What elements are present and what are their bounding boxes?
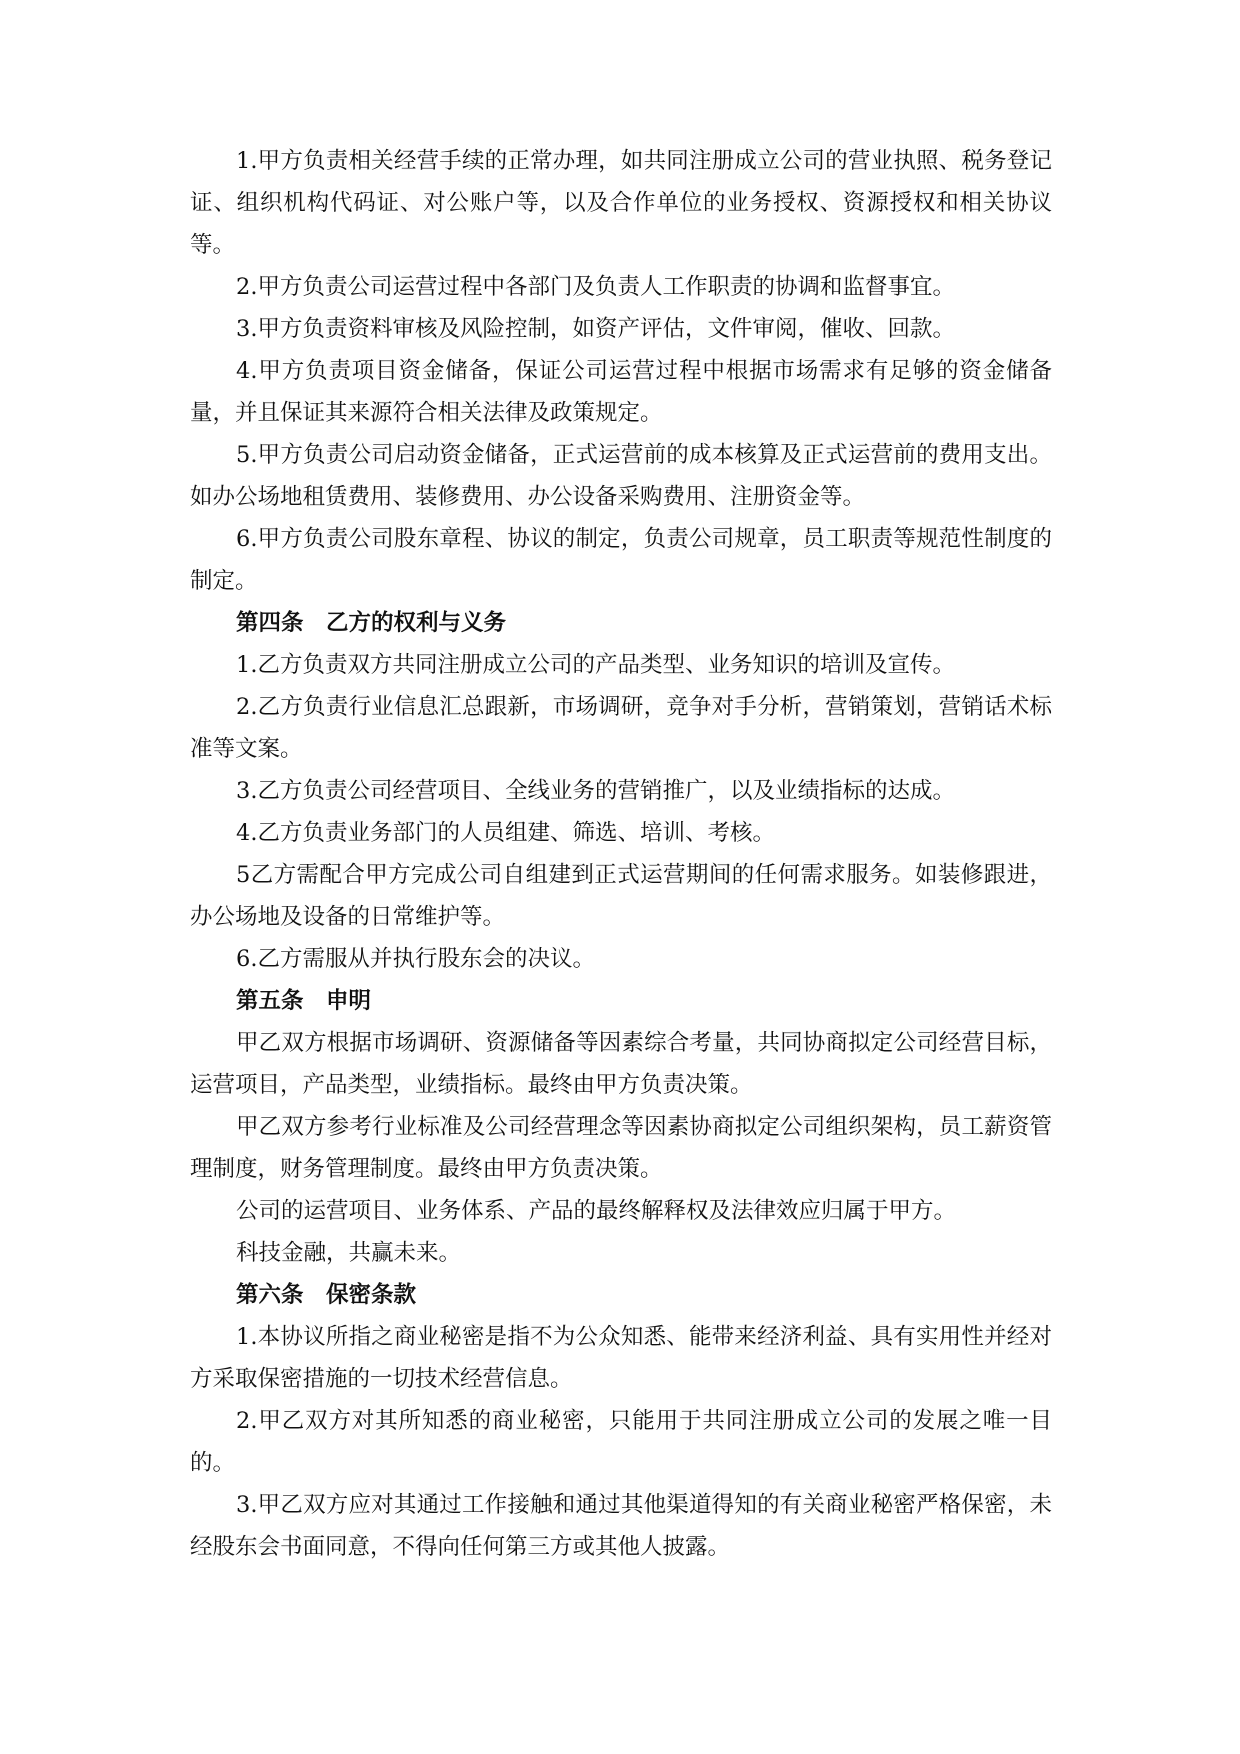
section-heading-article-6: 第六条 保密条款 [236, 1282, 417, 1308]
document-page [190, 140, 1052, 1568]
paragraph: 2.甲乙双方对其所知悉的商业秘密，只能用于共同注册成立公司的发展之唯一目的。 [190, 1408, 1052, 1476]
paragraph: 2.甲方负责公司运营过程中各部门及负责人工作职责的协调和监督事宜。 [236, 274, 955, 300]
paragraph: 3.甲方负责资料审核及风险控制，如资产评估，文件审阅，催收、回款。 [236, 316, 955, 342]
paragraph: 1.乙方负责双方共同注册成立公司的产品类型、业务知识的培训及宣传。 [236, 652, 955, 678]
section-heading-article-5: 第五条 申明 [236, 988, 372, 1014]
paragraph: 4.乙方负责业务部门的人员组建、筛选、培训、考核。 [236, 820, 775, 846]
paragraph: 3.乙方负责公司经营项目、全线业务的营销推广，以及业绩指标的达成。 [236, 778, 955, 804]
section-heading-article-4: 第四条 乙方的权利与义务 [236, 610, 507, 636]
paragraph: 甲乙双方参考行业标准及公司经营理念等因素协商拟定公司组织架构，员工薪资管理制度，财务管理制度。最终由甲方负责决策。 [190, 1114, 1052, 1182]
paragraph: 1.本协议所指之商业秘密是指不为公众知悉、能带来经济利益、具有实用性并经对方采取保密措施的一切技术经营信息。 [190, 1324, 1052, 1392]
paragraph: 4.甲方负责项目资金储备，保证公司运营过程中根据市场需求有足够的资金储备量，并且保证其来源符合相关法律及政策规定。 [190, 358, 1052, 426]
paragraph: 5乙方需配合甲方完成公司自组建到正式运营期间的任何需求服务。如装修跟进，办公场地及设备的日常维护等。 [190, 862, 1052, 930]
paragraph: 甲乙双方根据市场调研、资源储备等因素综合考量，共同协商拟定公司经营目标，运营项目，产品类型，业绩指标。最终由甲方负责决策。 [190, 1030, 1052, 1098]
paragraph: 1.甲方负责相关经营手续的正常办理，如共同注册成立公司的营业执照、税务登记证、组织机构代码证、对公账户等，以及合作单位的业务授权、资源授权和相关协议等。 [190, 148, 1052, 258]
paragraph: 科技金融，共赢未来。 [236, 1240, 462, 1266]
paragraph: 2.乙方负责行业信息汇总跟新，市场调研，竞争对手分析，营销策划，营销话术标准等文案。 [190, 694, 1052, 762]
paragraph: 5.甲方负责公司启动资金储备，正式运营前的成本核算及正式运营前的费用支出。如办公场地租赁费用、装修费用、办公设备采购费用、注册资金等。 [190, 442, 1052, 510]
paragraph: 3.甲乙双方应对其通过工作接触和通过其他渠道得知的有关商业秘密严格保密，未经股东会书面同意，不得向任何第三方或其他人披露。 [190, 1492, 1052, 1560]
paragraph: 公司的运营项目、业务体系、产品的最终解释权及法律效应归属于甲方。 [236, 1198, 957, 1224]
paragraph: 6.乙方需服从并执行股东会的决议。 [236, 946, 595, 972]
paragraph: 6.甲方负责公司股东章程、协议的制定，负责公司规章，员工职责等规范性制度的制定。 [190, 526, 1052, 594]
